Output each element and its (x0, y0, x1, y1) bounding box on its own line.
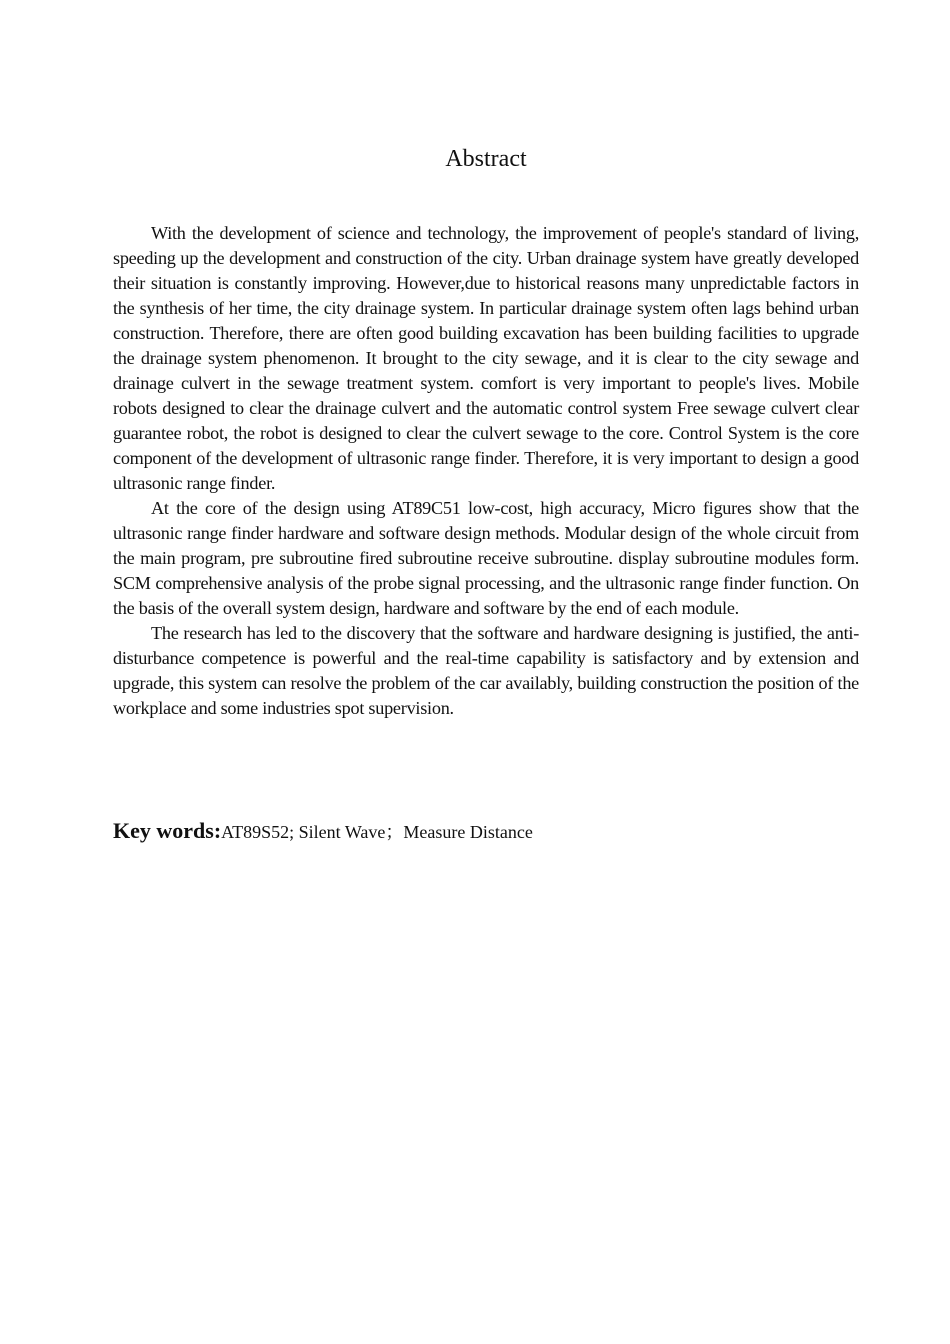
abstract-paragraph-1: With the development of science and technology, the improvement of people's standard of living, speeding up the development and construction of the city. Urban drainage system have greatly developed their situation is constantly improving. However,due to historical reasons many unpredictable factors in the synthesis of her time, the city drainage system. In particular drainage system often lags behind urban construction. Therefore, there are often good building excavation has been building facilities to upgrade the drainage system phenomenon. It brought to the city sewage, and it is clear to the city sewage and drainage culvert in the sewage treatment system. comfort is very important to people's lives. Mobile robots designed to clear the drainage culvert and the automatic control system Free sewage culvert clear guarantee robot, the robot is designed to clear the culvert sewage to the core. Control System is the core component of the development of ultrasonic range finder. Therefore, it is very important to design a good ultrasonic range finder. (113, 223, 859, 493)
keywords-label: Key words: (113, 818, 222, 843)
abstract-paragraph-2: At the core of the design using AT89C51 low-cost, high accuracy, Micro figures show that the ultrasonic range finder hardware and software design methods. Modular design of the whole circuit from the main program, pre subroutine fired subroutine receive subroutine. display subroutine modules form. SCM comprehensive analysis of the probe signal processing, and the ultrasonic range finder function. On the basis of the overall system design, hardware and software by the end of each module. (113, 498, 859, 618)
abstract-title: Abstract (445, 146, 527, 172)
keywords-line (113, 817, 859, 846)
keywords-value: AT89S52; Silent Wave；Measure Distance (221, 822, 533, 842)
abstract-body (113, 221, 859, 721)
abstract-paragraph-3: The research has led to the discovery that the software and hardware designing is justified, the anti-disturbance competence is powerful and the real-time capability is satisfactory and by extension and upgrade, this system can resolve the problem of the car availably, building construction the position of the workplace and some industries spot supervision. (113, 623, 859, 718)
